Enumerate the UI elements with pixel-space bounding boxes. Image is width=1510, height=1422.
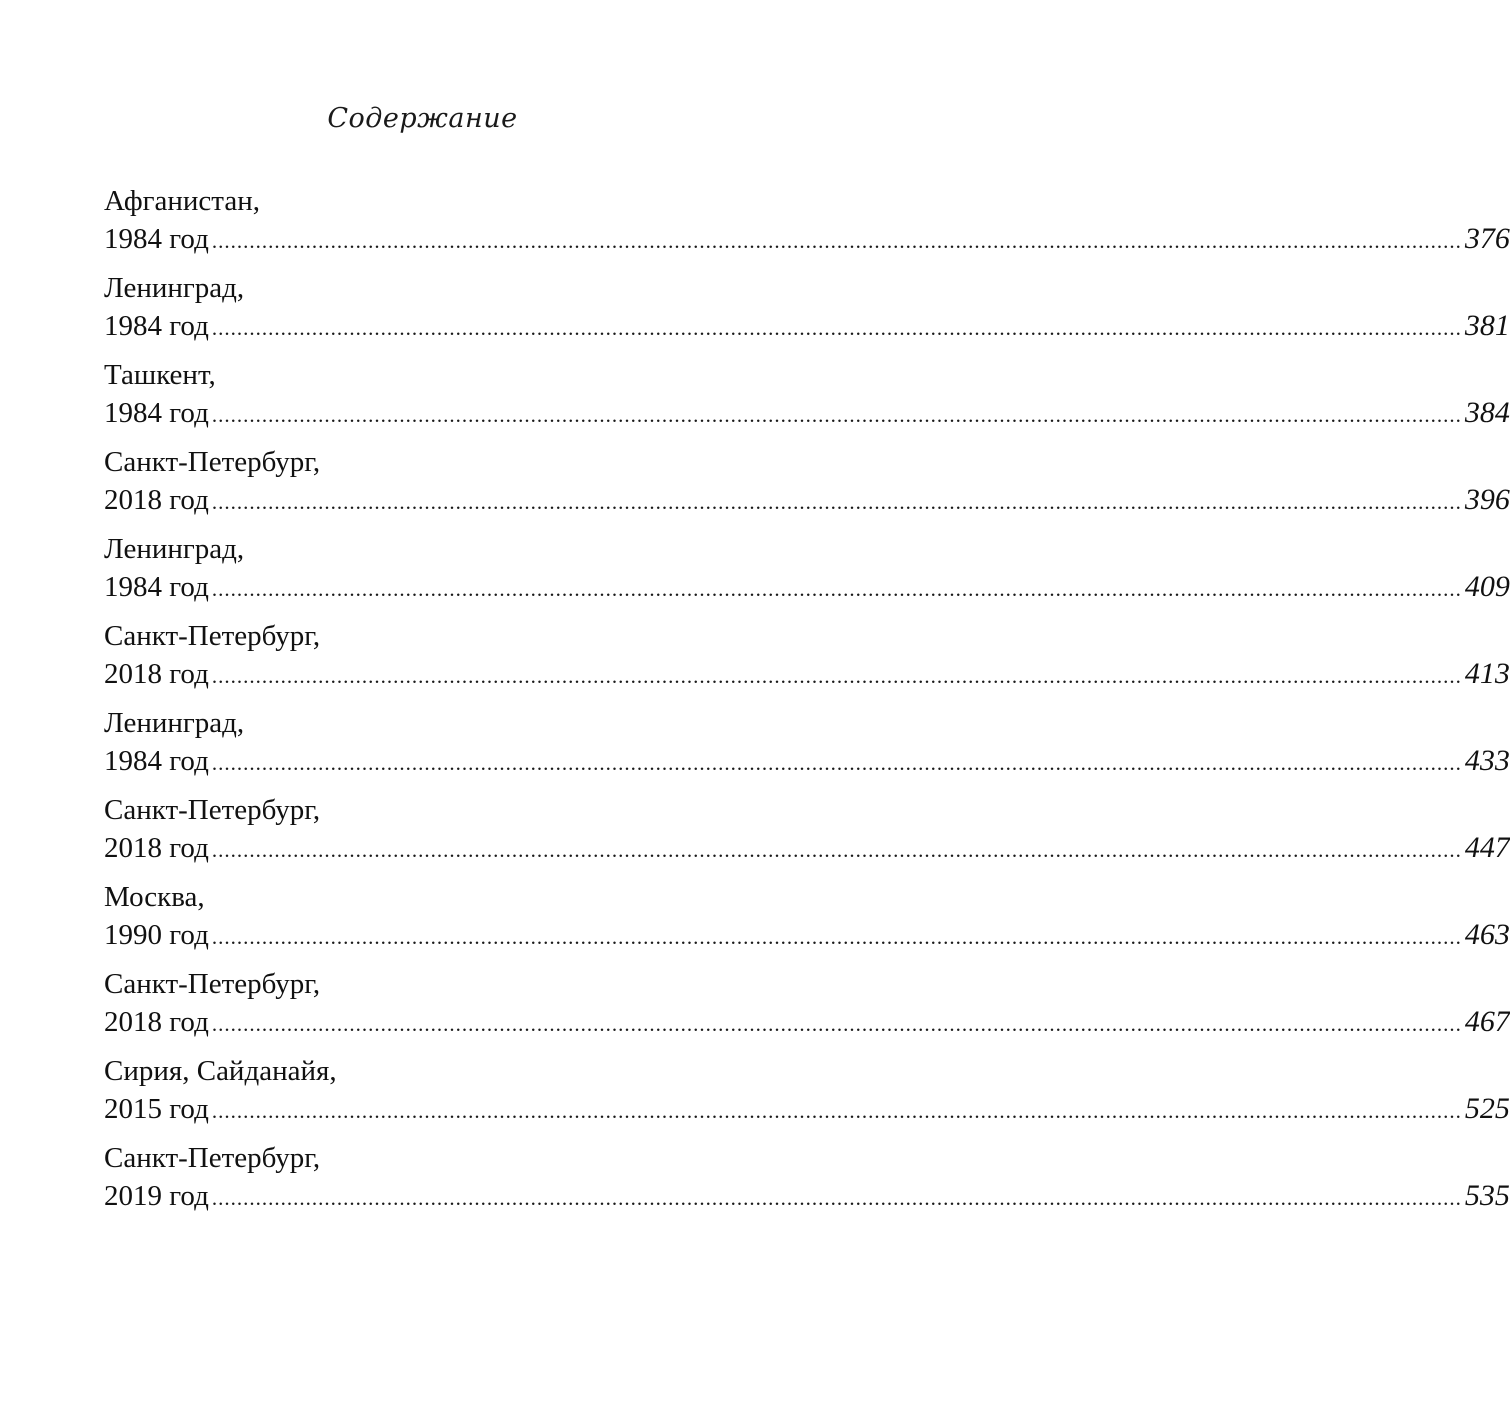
toc-entry-year: 1990 год [104,919,209,951]
toc-entry-year: 2018 год [104,1006,209,1038]
toc-entry-title: Санкт-Петербург, [104,446,321,478]
toc-entry-page: 413 [1464,657,1510,690]
toc-entry-page: 384 [1464,396,1510,429]
toc-entry-year: 2018 год [104,484,209,516]
toc-entry-line [104,217,1510,260]
toc-entry-year: 1984 год [104,571,209,603]
dot-leader: ........................................................................................................................................................................................................ [211,403,1462,427]
toc-entry-line [104,391,1510,434]
toc-entry-title: Москва, [104,881,205,913]
dot-leader: ........................................................................................................................................................................................................ [211,1099,1462,1123]
table-of-contents [104,173,1510,1217]
toc-entry-page: 433 [1464,744,1510,777]
dot-leader: ........................................................................................................................................................................................................ [211,1012,1462,1036]
dot-leader: ........................................................................................................................................................................................................ [211,925,1462,949]
toc-entry-year: 1984 год [104,397,209,429]
toc-entry-page: 467 [1464,1005,1510,1038]
contents-heading: Содержание [327,103,518,134]
toc-entry-title: Санкт-Петербург, [104,1142,321,1174]
toc-entry-line [104,1174,1510,1217]
toc-entry-title: Ленинград, [104,272,245,304]
toc-entry [104,1130,1510,1217]
toc-entry-line [104,826,1510,869]
toc-entry-line [104,478,1510,521]
dot-leader: ........................................................................................................................................................................................................ [211,490,1462,514]
toc-entry-line [104,739,1510,782]
toc-entry-line [104,565,1510,608]
dot-leader: ........................................................................................................................................................................................................ [211,1186,1462,1210]
dot-leader: ........................................................................................................................................................................................................ [211,751,1462,775]
toc-entry-title: Санкт-Петербург, [104,968,321,1000]
toc-entry [104,956,1510,1043]
toc-entry [104,434,1510,521]
toc-entry-page: 447 [1464,831,1510,864]
toc-entry-year: 2018 год [104,832,209,864]
toc-entry [104,1043,1510,1130]
toc-entry-year: 2019 год [104,1180,209,1212]
toc-entry-line [104,652,1510,695]
toc-entry-year: 1984 год [104,745,209,777]
toc-entry [104,521,1510,608]
toc-entry-page: 376 [1464,222,1510,255]
toc-entry-page: 535 [1464,1179,1510,1212]
dot-leader: ........................................................................................................................................................................................................ [211,838,1462,862]
toc-entry-title: Санкт-Петербург, [104,620,321,652]
toc-entry [104,869,1510,956]
toc-entry [104,695,1510,782]
toc-entry [104,347,1510,434]
toc-entry-page: 396 [1464,483,1510,516]
toc-entry-year: 2015 год [104,1093,209,1125]
dot-leader: ........................................................................................................................................................................................................ [211,664,1462,688]
toc-entry-page: 525 [1464,1092,1510,1125]
toc-entry-title: Ленинград, [104,533,245,565]
dot-leader: ........................................................................................................................................................................................................ [211,229,1462,253]
toc-entry-page: 463 [1464,918,1510,951]
toc-entry-line [104,913,1510,956]
toc-entry-line [104,1000,1510,1043]
toc-entry [104,608,1510,695]
toc-entry-title: Санкт-Петербург, [104,794,321,826]
toc-entry [104,173,1510,260]
toc-entry-page: 409 [1464,570,1510,603]
toc-entry-title: Ташкент, [104,359,216,391]
toc-entry [104,782,1510,869]
toc-entry-line [104,304,1510,347]
toc-entry-line [104,1087,1510,1130]
dot-leader: ........................................................................................................................................................................................................ [211,577,1462,601]
toc-entry-year: 1984 год [104,310,209,342]
toc-entry [104,260,1510,347]
dot-leader: ........................................................................................................................................................................................................ [211,316,1462,340]
toc-entry-title: Ленинград, [104,707,245,739]
toc-entry-year: 1984 год [104,223,209,255]
toc-entry-title: Афганистан, [104,185,260,217]
toc-entry-page: 381 [1464,309,1510,342]
toc-entry-year: 2018 год [104,658,209,690]
toc-entry-title: Сирия, Сайданайя, [104,1055,337,1087]
